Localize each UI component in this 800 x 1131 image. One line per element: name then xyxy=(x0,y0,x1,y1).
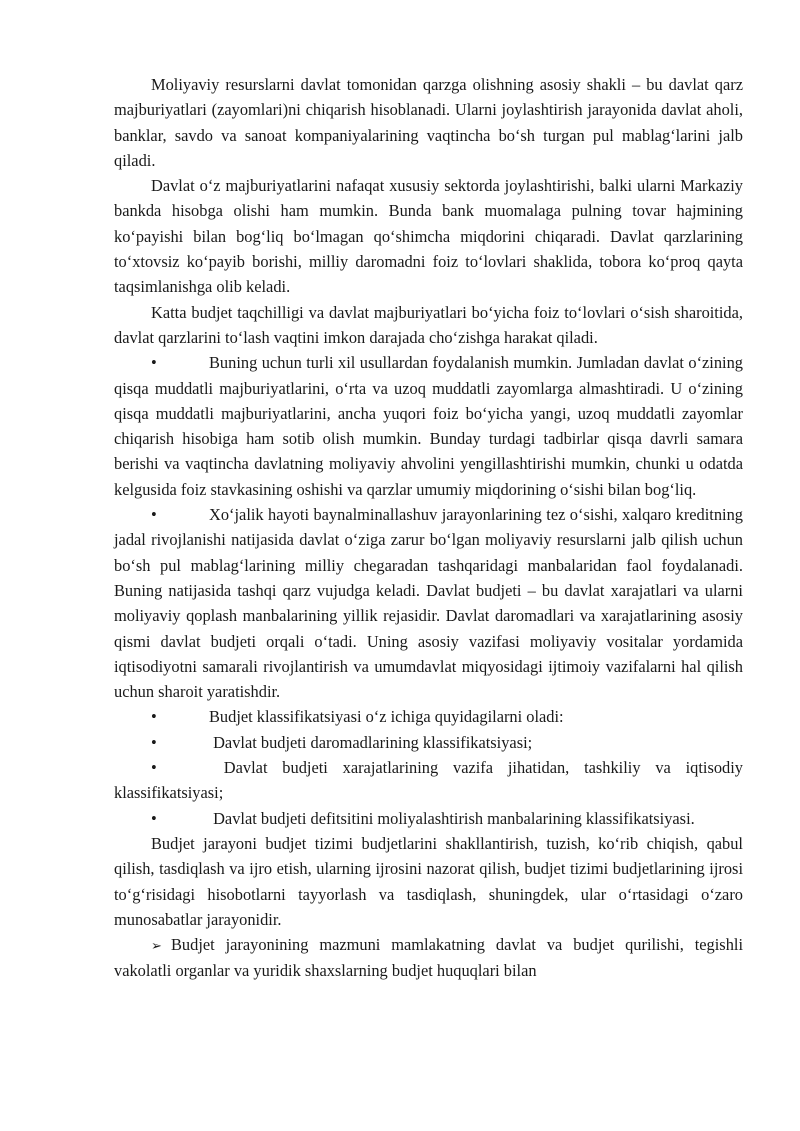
bullet-text: Xo‘jalik hayoti baynalminallashuv jarayonlarining tez o‘sishi, xalqaro kreditning jadal rivojlanishi natijasida davlat o‘ziga zarur bo‘lgan moliyaviy resurslarni jalb qilish uchun bo‘sh pul mablag‘larining milliy chegaradan tashqaridagi manbalaridan faol foydalanadi. Buning natijasida tashqi qarz vujudga keladi. Davlat budjeti – bu davlat xarajatlari va ularni moliyaviy qoplash manbalarining yillik rejasidir. Davlat daromadlari va xarajatlarining asosiy qismi davlat budjeti orqali o‘tadi. Uning asosiy vazifasi moliyaviy vositalar yordamida iqtisodiyotni samarali rivojlantirish va umumdavlat miqyosidagi ijtimoiy vazifalarni hal qilish uchun sharoit yaratishdir. xyxy=(114,505,743,702)
bullet-item xyxy=(114,704,743,729)
arrow-bullet-icon: ➢ xyxy=(151,938,162,954)
paragraph: Moliyaviy resurslarni davlat tomonidan qarzga olishning asosiy shakli – bu davlat qarz majburiyatlari (zayomlari)ni chiqarish hisoblanadi. Ularni joylashtirish jarayonida davlat aholi, banklar, savdo va sanoat kompaniyalarining vaqtincha bo‘sh turgan pul mablag‘larini jalb qiladi. xyxy=(114,75,743,170)
bullet-item xyxy=(114,755,743,806)
bullet-item xyxy=(114,502,743,704)
bullet-item xyxy=(114,350,743,502)
bullet-marker: • xyxy=(151,505,157,525)
bullet-marker: • xyxy=(151,353,157,373)
paragraph: Katta budjet taqchilligi va davlat majburiyatlari bo‘yicha foiz to‘lovlari o‘sish sharoitida, davlat qarzlarini to‘lash vaqtini imkon darajada cho‘zishga harakat qiladi. xyxy=(114,302,743,347)
bullet-item xyxy=(114,806,743,831)
bullet-marker: • xyxy=(151,808,157,828)
arrow-item xyxy=(114,932,743,984)
bullet-text: Budjet klassifikatsiyasi o‘z ichiga quyidagilarni oladi: xyxy=(209,707,564,727)
document-page xyxy=(114,72,743,984)
paragraph: Budjet jarayoni budjet tizimi budjetlarini shakllantirish, tuzish, ko‘rib chiqish, qabul qilish, tasdiqlash va ijro etish, ularning ijrosini nazorat qilish, budjet tizimi budjetlarining ijrosi to‘g‘risidagi hisobotlarni tayyorlash va tasdiqlash, shuningdek, ular o‘rtasidagi o‘zaro munosabatlar jarayonidir. xyxy=(114,833,743,929)
bullet-text: Davlat budjeti xarajatlarining vazifa jihatidan, tashkiliy va iqtisodiy klassifikatsiyasi; xyxy=(114,758,743,803)
bullet-text: Buning uchun turli xil usullardan foydalanish mumkin. Jumladan davlat o‘zining qisqa muddatli majburiyatlarini, o‘rta va uzoq muddatli zayomlarga almashtiradi. U o‘zining qisqa muddatli majburiyatlarini, ancha yuqori foiz bo‘yicha yangi, uzoq muddatli zayomlar chiqarish hisobiga ham sotib olish mumkin. Bunday turdagi tadbirlar qisqa davrli samara berishi va vaqtincha davlatning moliyaviy ahvolini yengillashtirishi mumkin, chunki u odatda kelgusida foiz stavkasining oshishi va qarzlar umumiy miqdorining o‘sishi bilan bog‘liq. xyxy=(114,353,743,499)
paragraph: Davlat o‘z majburiyatlarini nafaqat xususiy sektorda joylashtirishi, balki ularni Markaziy bankda hisobga olishi ham mumkin. Bunda bank muomalaga pulning tovar hajmining ko‘payishi bilan bog‘liq bo‘lmagan qo‘shimcha miqdorini chiqaradi. Davlat qarzlarining to‘xtovsiz ko‘payib borishi, milliy daromadni foiz to‘lovlari shaklida, tobora ko‘proq qayta taqsimlanishga olib keladi. xyxy=(114,176,743,297)
bullet-marker: • xyxy=(151,732,157,752)
bullet-marker: • xyxy=(151,707,157,727)
bullet-text: Davlat budjeti daromadlarining klassifikatsiyasi; xyxy=(209,732,533,752)
arrow-item-text: Budjet jarayonining mazmuni mamlakatning davlat va budjet qurilishi, tegishli vakolatli organlar va yuridik shaxslarning budjet huquqlari bilan xyxy=(114,935,743,981)
bullet-item xyxy=(114,730,743,755)
bullet-text: Davlat budjeti defitsitini moliyalashtirish manbalarining klassifikatsiyasi. xyxy=(209,808,695,828)
bullet-marker: • xyxy=(151,758,157,778)
